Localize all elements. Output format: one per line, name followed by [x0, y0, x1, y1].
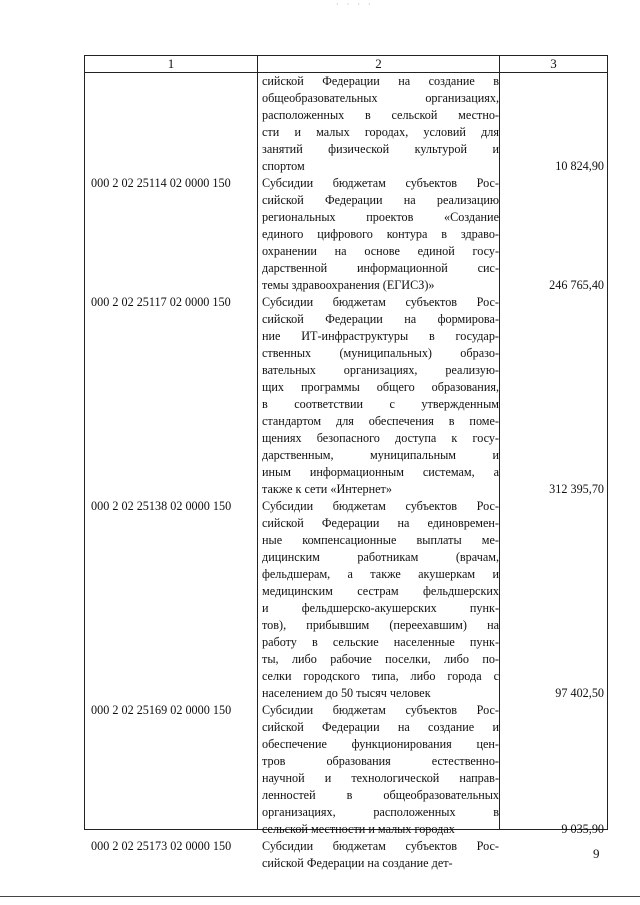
description-line: дарственной информационной сис-	[262, 261, 499, 275]
description-line: ные компенсационные выплаты ме-	[262, 533, 499, 547]
description-line: Субсидии бюджетам субъектов Рос-	[262, 295, 499, 309]
amount-cell: 97 402,50	[555, 686, 604, 700]
description-line: ственных (муниципальных) образо-	[262, 346, 499, 360]
description-line: обеспечение функционирования цен-	[262, 737, 499, 751]
amount-cell: 246 765,40	[549, 278, 604, 292]
description-line: медицинским сестрам фельдшерских	[262, 584, 499, 598]
budget-code-cell: 000 2 02 25117 02 0000 150	[91, 295, 231, 309]
description-line: Субсидии бюджетам субъектов Рос-	[262, 703, 499, 717]
column-divider	[499, 56, 500, 829]
description-line: темы здравоохранения (ЕГИСЗ)»	[262, 278, 435, 292]
amount-cell: 312 395,70	[549, 482, 604, 496]
budget-code-cell: 000 2 02 25114 02 0000 150	[91, 176, 231, 190]
description-line: тов), прибывшим (переехавшим) на	[262, 618, 499, 632]
description-line: спортом	[262, 159, 305, 173]
description-line: фельдшерам, а также акушеркам и	[262, 567, 499, 581]
column-header-1: 1	[167, 56, 175, 71]
description-line: Субсидии бюджетам субъектов Рос-	[262, 499, 499, 513]
description-line: сийской Федерации на формирова-	[262, 312, 499, 326]
budget-code-cell: 000 2 02 25169 02 0000 150	[91, 703, 232, 717]
description-line: занятий физической культурой и	[262, 142, 499, 156]
description-line: сийской Федерации на единовремен-	[262, 516, 499, 530]
description-line: сельской местности и малых городах	[262, 822, 455, 836]
description-line: щих программы общего образования,	[262, 380, 499, 394]
description-line: сийской Федерации на создание дет-	[262, 856, 453, 870]
column-header-3: 3	[550, 56, 557, 71]
description-line: дарственным, муниципальным и	[262, 448, 499, 462]
description-line: стандартом для обеспечения в поме-	[262, 414, 499, 428]
description-line: региональных проектов «Создание	[262, 210, 499, 224]
description-line: также к сети «Интернет»	[262, 482, 392, 496]
description-line: расположенных в сельской местно-	[262, 108, 499, 122]
description-line: тров образования естественно-	[262, 754, 499, 768]
budget-code-cell: 000 2 02 25138 02 0000 150	[91, 499, 232, 513]
bottom-rule	[0, 896, 640, 897]
description-line: единого цифрового контура в здраво-	[262, 227, 499, 241]
description-line: ты, либо рабочие поселки, либо по-	[262, 652, 499, 666]
description-line: научной и технологической направ-	[262, 771, 499, 785]
scan-marks: · · · ·	[336, 0, 374, 9]
description-line: селки городского типа, либо города с	[262, 669, 499, 683]
description-line: сийской Федерации на создание в	[262, 74, 499, 88]
budget-table	[84, 55, 608, 870]
description-line: и фельдшерско-акушерских пунк-	[262, 601, 499, 615]
column-header-2: 2	[375, 56, 382, 71]
amount-cell: 10 824,90	[555, 159, 604, 173]
description-line: Субсидии бюджетам субъектов Рос-	[262, 176, 499, 190]
description-line: вательных организациях, реализую-	[262, 363, 499, 377]
description-line: дицинским работникам (врачам,	[262, 550, 499, 564]
description-line: населением до 50 тысяч человек	[262, 686, 431, 700]
description-line: общеобразовательных организациях,	[262, 91, 499, 105]
description-line: охранении на основе единой госу-	[262, 244, 499, 258]
page-number: 9	[593, 846, 600, 861]
description-line: иным информационным системам, а	[262, 465, 499, 479]
description-line: щениях безопасного доступа к госу-	[262, 431, 499, 445]
description-line: ленностей в общеобразовательных	[262, 788, 499, 802]
description-line: сти и малых городах, условий для	[262, 125, 499, 139]
amount-cell: 9 035,90	[561, 822, 604, 836]
description-line: работу в сельские населенные пунк-	[262, 635, 499, 649]
budget-code-cell: 000 2 02 25173 02 0000 150	[91, 839, 232, 853]
description-line: в соответствии с утвержденным	[262, 397, 499, 411]
description-line: сийской Федерации на создание и	[262, 720, 499, 734]
description-line: Субсидии бюджетам субъектов Рос-	[262, 839, 499, 853]
description-line: сийской Федерации на реализацию	[262, 193, 499, 207]
description-line: организациях, расположенных в	[262, 805, 499, 819]
description-line: ние ИТ-инфраструктуры в государ-	[262, 329, 499, 343]
